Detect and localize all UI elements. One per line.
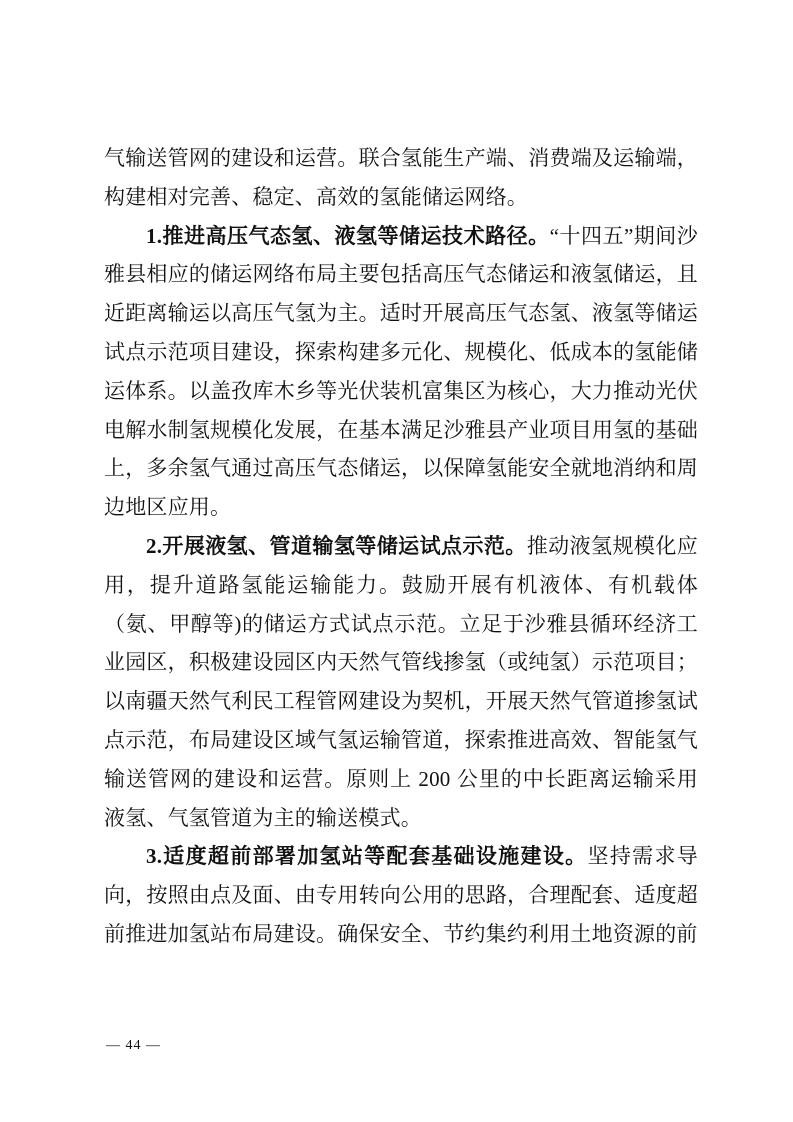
paragraph-text: “十四五”期间沙雅县相应的储运网络布局主要包括高压气态储运和液氢储运，且近距离输运以高压气氢为主。适时开展高压气态氢、液氢等储运试点示范项目建设，探索构建多元化、规模化、低成本的氢能储运体系。以盖孜库木乡等光伏装机富集区为核心，大力推动光伏电解水制氢规模化发展，在基本满足沙雅县产业项目用氢的基础上，多余氢气通过高压气态储运，以保障氢能安全就地消纳和周边地区应用。 [104, 223, 699, 520]
page-number: — 44 — [106, 1038, 161, 1053]
document-body [104, 139, 698, 954]
section-1-heading: 1.推进高压气态氢、液氢等储运技术路径。 [146, 223, 550, 248]
section-3-heading: 3.适度超前部署加氢站等配套基础设施建设。 [146, 844, 588, 869]
paragraph-text: 气输送管网的建设和运营。联合氢能生产端、消费端及运输端，构建相对完善、稳定、高效的氢能储运网络。 [104, 146, 698, 209]
section-2-heading: 2.开展液氢、管道输氢等储运试点示范。 [146, 533, 527, 558]
paragraph-text: 坚持需求导向，按照由点及面、由专用转向公用的思路，合理配套、适度超前推进加氢站布局建设。确保安全、节约集约利用土地资源的前 [104, 844, 699, 946]
paragraph-section-1 [104, 217, 698, 527]
paragraph-section-2 [104, 527, 698, 837]
paragraph-section-3 [104, 837, 698, 953]
paragraph-continuation [104, 139, 698, 217]
paragraph-text: 推动液氢规模化应用，提升道路氢能运输能力。鼓励开展有机液体、有机载体（氨、甲醇等)的储运方式试点示范。立足于沙雅县循环经济工业园区，积极建设园区内天然气管线掺氢（或纯氢）示范项目；以南疆天然气利民工程管网建设为契机，开展天然气管道掺氢试点示范，布局建设区域气氢运输管道，探索推进高效、智能氢气输送管网的建设和运营。原则上 200 公里的中长距离运输采用液氢、气氢管道为主的输送模式。 [104, 533, 698, 830]
